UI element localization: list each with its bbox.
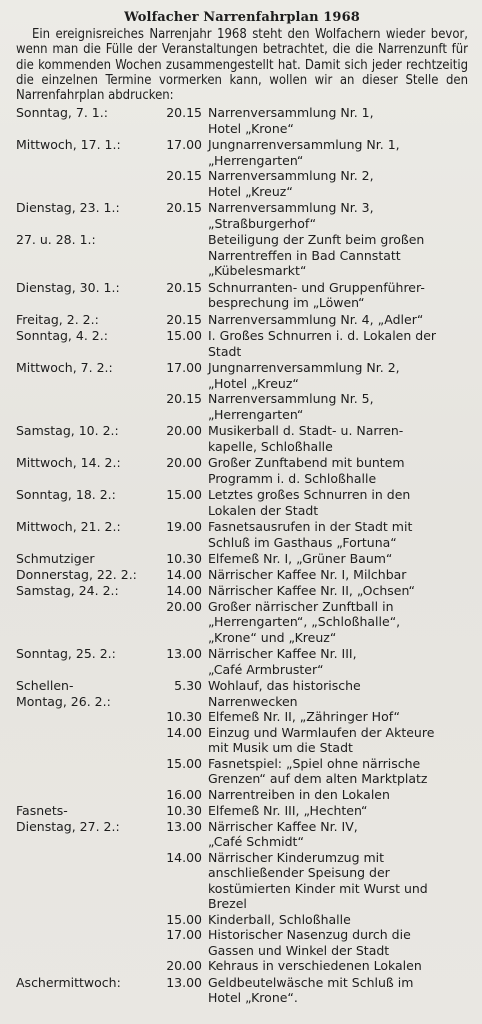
- event-time: 17.00: [166, 927, 202, 943]
- schedule-entry: [16, 279, 468, 311]
- schedule-entry: [16, 974, 468, 1006]
- event-description: Närrischer Kaffee Nr. I, Milchbar: [208, 566, 407, 582]
- event-time: 20.15: [166, 391, 202, 407]
- entry-events: [146, 280, 468, 311]
- entry-events: [146, 583, 468, 645]
- event-row: [146, 927, 468, 958]
- event-description: Großer närrischer Zunftball in „Herrengarten“, „Schloßhalle“, „Krone“ und „Kreuz“: [208, 598, 401, 645]
- entry-events: [146, 678, 468, 802]
- event-row: [146, 678, 468, 709]
- event-time: 10.30: [166, 709, 202, 725]
- entry-day: Sonntag, 7. 1.:: [16, 105, 108, 121]
- event-time: 20.15: [166, 200, 202, 216]
- intro-text: Ein ereignisreiches Narrenjahr 1968 steht den Wolfachern wieder bevor, wenn man die Fülle der Veranstaltungen betrachtet, die die Narrenzunft für die kommenden Wochen zusammengestellt hat. Damit sich jeder rechtzeitig die einzelnen Termine vormerken kann, wollen wir an dieser Stelle den Narrenfahrplan abdrucken:: [16, 27, 468, 104]
- schedule-entry: [16, 311, 468, 328]
- entry-events: [146, 455, 468, 486]
- entry-events: [146, 105, 468, 136]
- event-description: Fasnetspiel: „Spiel ohne närrische Grenzen“ auf dem alten Marktplatz: [208, 755, 428, 787]
- event-description: Narrenversammlung Nr. 3, „Straßburgerhof“: [208, 200, 374, 231]
- entry-events: [146, 200, 468, 231]
- event-row: [146, 819, 468, 850]
- event-time: 15.00: [166, 911, 202, 927]
- entry-day: Dienstag, 30. 1.:: [16, 279, 120, 295]
- event-description: Musikerball d. Stadt- u. Narren- kapelle, Schloßhalle: [208, 423, 404, 454]
- event-description: Kehraus in verschiedenen Lokalen: [208, 958, 422, 974]
- event-time: 20.15: [166, 168, 202, 184]
- event-time: 14.00: [166, 583, 202, 599]
- entry-day: Mittwoch, 21. 2.:: [16, 519, 121, 535]
- entry-day: Dienstag, 23. 1.:: [16, 200, 120, 216]
- event-row: [146, 787, 468, 803]
- event-description: Närrischer Kaffee Nr. II, „Ochsen“: [208, 583, 415, 599]
- event-time: 14.00: [166, 566, 202, 582]
- event-row: [146, 137, 468, 168]
- event-time: 20.00: [166, 598, 202, 614]
- event-row: [146, 958, 468, 974]
- schedule-entry: [16, 359, 468, 422]
- event-time: 19.00: [166, 519, 202, 535]
- event-description: Jungnarrenversammlung Nr. 2, „Hotel „Kreuz“: [208, 360, 400, 391]
- event-row: [146, 725, 468, 756]
- event-time: 10.30: [166, 803, 202, 819]
- event-time: 17.00: [166, 360, 202, 376]
- event-description: Einzug und Warmlaufen der Akteure mit Musik um die Stadt: [208, 724, 435, 756]
- event-description: Narrenversammlung Nr. 1, Hotel „Krone“: [208, 105, 374, 136]
- entry-day: Mittwoch, 7. 2.:: [16, 360, 113, 376]
- schedule-entry: [16, 582, 468, 645]
- schedule-entry: [16, 104, 468, 136]
- event-row: [146, 756, 468, 787]
- entry-events: [146, 803, 468, 974]
- event-description: Großer Zunftabend mit buntem Programm i. d. Schloßhalle: [208, 455, 405, 486]
- entry-day: Fasnets- Dienstag, 27. 2.:: [16, 803, 120, 834]
- event-time: 15.00: [166, 755, 202, 771]
- event-row: [146, 360, 468, 391]
- event-time: 20.00: [166, 455, 202, 471]
- event-description: Narrenversammlung Nr. 4, „Adler“: [208, 311, 424, 327]
- entry-events: [146, 360, 468, 422]
- schedule-entry: [16, 677, 468, 802]
- event-time: 14.00: [166, 849, 202, 865]
- entry-day: Freitag, 2. 2.:: [16, 311, 99, 327]
- event-description: Wohlauf, das historische Narrenwecken: [208, 678, 361, 709]
- event-time: 20.15: [166, 311, 202, 327]
- entry-events: [146, 423, 468, 454]
- entry-day: Schellen- Montag, 26. 2.:: [16, 678, 111, 709]
- schedule-entry: [16, 454, 468, 486]
- event-description: Elfemeß Nr. III, „Hechten“: [208, 803, 368, 819]
- entry-day: Aschermittwoch:: [16, 974, 121, 990]
- event-time: 17.00: [166, 137, 202, 153]
- entry-events: [146, 137, 468, 199]
- event-time: 16.00: [166, 786, 202, 802]
- entry-events: [146, 232, 468, 279]
- event-row: [146, 803, 468, 819]
- event-description: Jungnarrenversammlung Nr. 1, „Herrengarten“: [208, 137, 400, 168]
- entry-events: [146, 975, 468, 1006]
- event-time: 13.00: [166, 974, 202, 990]
- event-description: Historischer Nasenzug durch die Gassen und Winkel der Stadt: [208, 927, 411, 958]
- event-description: Närrischer Kaffee Nr. IV, „Café Schmidt“: [208, 818, 358, 850]
- schedule-entry: [16, 550, 468, 582]
- event-row: [146, 423, 468, 454]
- event-row: [146, 850, 468, 912]
- event-time: 13.00: [166, 818, 202, 834]
- event-time: 20.15: [166, 105, 202, 121]
- event-row: [146, 646, 468, 677]
- schedule-entry: [16, 802, 468, 974]
- event-row: [146, 912, 468, 928]
- schedule-entry: [16, 231, 468, 279]
- entry-events: [146, 519, 468, 550]
- schedule-entry: [16, 136, 468, 199]
- event-row: [146, 328, 468, 359]
- event-row: [146, 709, 468, 725]
- event-row: [146, 280, 468, 311]
- schedule-entry: [16, 199, 468, 231]
- entry-events: [146, 551, 468, 582]
- event-description: Elfemeß Nr. I, „Grüner Baum“: [208, 551, 393, 567]
- intro-paragraph: [16, 27, 468, 103]
- event-row: [146, 487, 468, 518]
- entry-events: [146, 487, 468, 518]
- event-row: [146, 105, 468, 136]
- entry-events: [146, 312, 468, 328]
- event-time: 13.00: [166, 646, 202, 662]
- event-row: [146, 975, 468, 1006]
- event-time: 10.30: [166, 551, 202, 567]
- event-description: Närrischer Kinderumzug mit anschließender Speisung der kostümierten Kinder mit Wurst und Brezel: [208, 849, 428, 912]
- event-description: Fasnetsausrufen in der Stadt mit Schluß im Gasthaus „Fortuna“: [208, 519, 413, 550]
- entry-day: Mittwoch, 17. 1.:: [16, 137, 121, 153]
- event-row: [146, 599, 468, 646]
- entry-day: Samstag, 10. 2.:: [16, 423, 119, 439]
- event-description: Schnurranten- und Gruppenführer- besprechung im „Löwen“: [208, 279, 425, 311]
- event-description: Kinderball, Schloßhalle: [208, 911, 351, 927]
- event-time: 15.00: [166, 328, 202, 344]
- schedule-entry: [16, 486, 468, 518]
- schedule-list: [16, 104, 468, 1006]
- entry-events: [146, 328, 468, 359]
- article-title: Wolfacher Narrenfahrplan 1968: [124, 10, 360, 25]
- schedule-entry: [16, 518, 468, 550]
- event-time: [146, 232, 208, 279]
- event-row: [146, 391, 468, 422]
- entry-day: Samstag, 24. 2.:: [16, 583, 119, 599]
- event-row: [146, 200, 468, 231]
- entry-day: Schmutziger Donnerstag, 22. 2.:: [16, 551, 137, 582]
- event-time: 14.00: [166, 724, 202, 740]
- event-description: Narrentreiben in den Lokalen: [208, 786, 390, 802]
- event-description: Beteiligung der Zunft beim großen Narrentreffen in Bad Cannstatt „Kübelesmarkt“: [208, 232, 425, 279]
- event-time: 20.00: [166, 958, 202, 974]
- schedule-entry: [16, 327, 468, 359]
- event-time: 20.00: [166, 423, 202, 439]
- entry-day: Mittwoch, 14. 2.:: [16, 455, 121, 471]
- event-description: Letztes großes Schnurren in den Lokalen der Stadt: [208, 487, 411, 518]
- event-time: 20.15: [166, 279, 202, 295]
- event-row: [146, 312, 468, 328]
- event-description: Narrenversammlung Nr. 2, Hotel „Kreuz“: [208, 168, 374, 199]
- event-time: 15.00: [166, 487, 202, 503]
- event-time: 5.30: [174, 678, 202, 694]
- event-row: [146, 551, 468, 567]
- event-description: Närrischer Kaffee Nr. III, „Café Armbruster“: [208, 646, 357, 677]
- event-description: Narrenversammlung Nr. 5, „Herrengarten“: [208, 391, 374, 422]
- event-row: [146, 519, 468, 550]
- schedule-entry: [16, 645, 468, 677]
- event-row: [146, 168, 468, 199]
- event-description: I. Großes Schnurren i. d. Lokalen der Stadt: [208, 328, 437, 359]
- entry-day: Sonntag, 25. 2.:: [16, 646, 116, 662]
- event-description: Elfemeß Nr. II, „Zähringer Hof“: [208, 709, 400, 725]
- event-row: [146, 455, 468, 486]
- entry-day: 27. u. 28. 1.:: [16, 232, 96, 248]
- event-row: [146, 567, 468, 583]
- event-row: [146, 583, 468, 599]
- entry-day: Sonntag, 4. 2.:: [16, 328, 108, 344]
- entry-events: [146, 646, 468, 677]
- event-description: Geldbeutelwäsche mit Schluß im Hotel „Krone“.: [208, 974, 414, 1006]
- schedule-entry: [16, 422, 468, 454]
- entry-day: Sonntag, 18. 2.:: [16, 487, 116, 503]
- event-row: [146, 232, 468, 279]
